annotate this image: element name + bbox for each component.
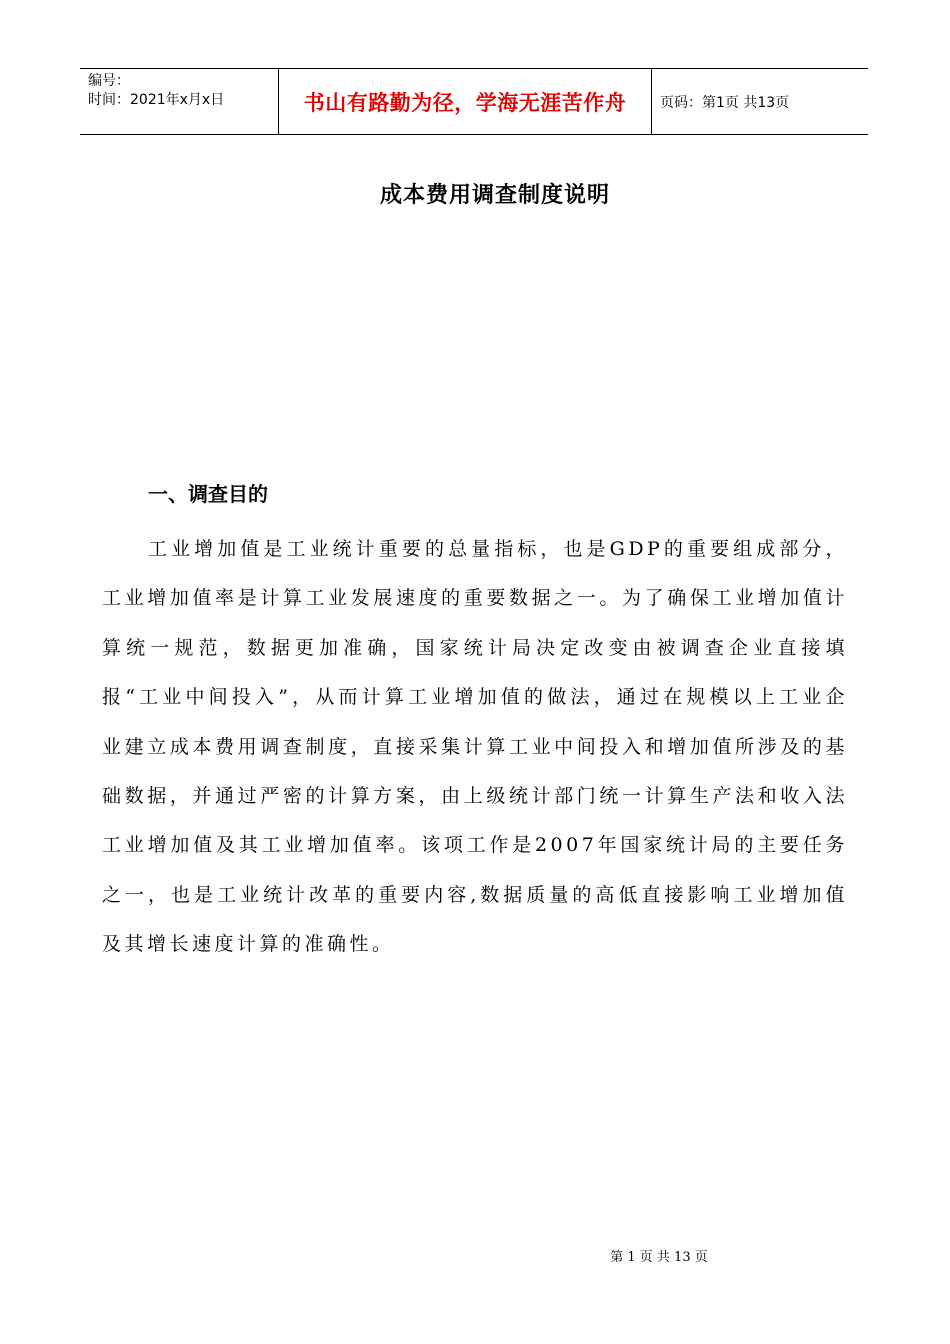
header-motto: 书山有路勤为径，学海无涯苦作舟 xyxy=(303,90,627,115)
header-page-info-cell xyxy=(652,69,868,134)
header-motto-cell xyxy=(279,69,652,134)
header-page-info: 页码：第1页 共13页 xyxy=(660,94,790,111)
body-paragraph: 工业增加值是工业统计重要的总量指标，也是GDP的重要组成部分，工业增加值率是计算工业发展速度的重要数据之一。为了确保工业增加值计算统一规范，数据更加准确，国家统计局决定改变由被调查企业直接填报“工业中间投入”，从而计算工业增加值的做法，通过在规模以上工业企业建立成本费用调查制度，直接采集计算工业中间投入和增加值所涉及的基础数据，并通过严密的计算方案，由上级统计部门统一计算生产法和收入法工业增加值及其工业增加值率。该项工作是2007年国家统计局的主要任务之一，也是工业统计改革的重要内容,数据质量的高低直接影响工业增加值及其增长速度计算的准确性。 xyxy=(102,538,848,956)
page-footer: 第 1 页 共 13 页 xyxy=(610,1250,708,1265)
page-header xyxy=(80,68,868,135)
document-title: 成本费用调查制度说明 xyxy=(379,183,610,208)
section-heading: 一、调查目的 xyxy=(148,482,268,506)
header-meta-cell xyxy=(80,69,279,134)
document-time-label: 时间：2021年x月x日 xyxy=(88,92,225,108)
document-number-label: 编号： xyxy=(88,73,130,89)
